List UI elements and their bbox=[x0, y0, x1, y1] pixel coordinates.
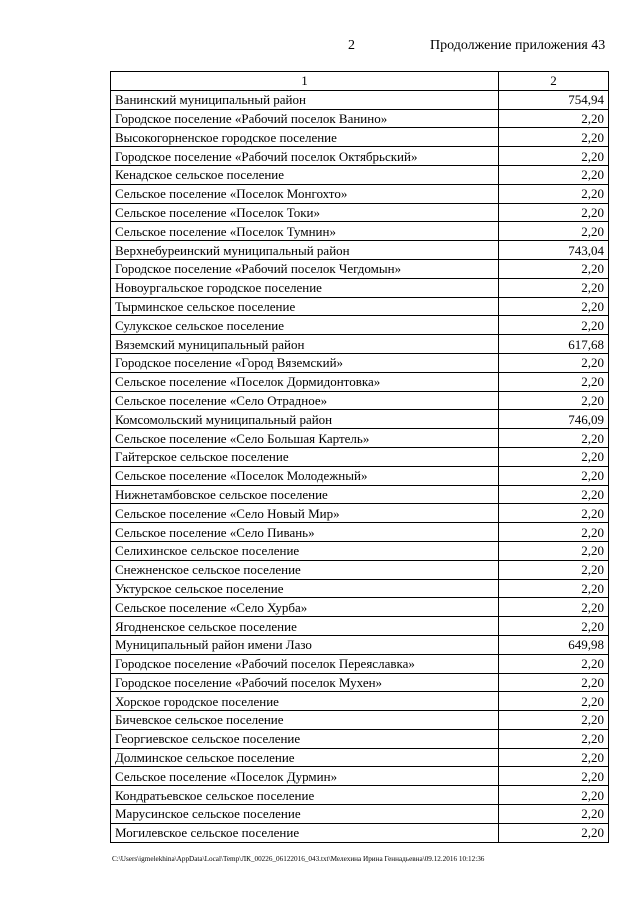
row-value: 2,20 bbox=[499, 823, 609, 842]
row-value: 746,09 bbox=[499, 410, 609, 429]
row-name: Верхнебуреинский муниципальный район bbox=[111, 241, 499, 260]
table-row bbox=[111, 729, 609, 748]
table-row bbox=[111, 447, 609, 466]
row-name: Сельское поселение «Поселок Дурмин» bbox=[111, 767, 499, 786]
table-row bbox=[111, 523, 609, 542]
row-name: Георгиевское сельское поселение bbox=[111, 729, 499, 748]
row-value: 2,20 bbox=[499, 786, 609, 805]
page-number: 2 bbox=[348, 38, 355, 53]
row-value: 2,20 bbox=[499, 805, 609, 824]
table-row bbox=[111, 128, 609, 147]
row-name: Нижнетамбовское сельское поселение bbox=[111, 485, 499, 504]
row-name: Городское поселение «Рабочий поселок Ванино» bbox=[111, 109, 499, 128]
continuation-title: Продолжение приложения 43 bbox=[430, 38, 606, 53]
row-name: Новоургальское городское поселение bbox=[111, 278, 499, 297]
table-row bbox=[111, 466, 609, 485]
table-row bbox=[111, 579, 609, 598]
row-value: 2,20 bbox=[499, 504, 609, 523]
row-value: 2,20 bbox=[499, 447, 609, 466]
row-name: Вяземский муниципальный район bbox=[111, 335, 499, 354]
table-row bbox=[111, 278, 609, 297]
table-row bbox=[111, 391, 609, 410]
table-row bbox=[111, 560, 609, 579]
row-name: Сельское поселение «Село Большая Картель» bbox=[111, 429, 499, 448]
row-name: Городское поселение «Рабочий поселок Переяславка» bbox=[111, 654, 499, 673]
row-name: Уктурское сельское поселение bbox=[111, 579, 499, 598]
table-row bbox=[111, 541, 609, 560]
table-row bbox=[111, 692, 609, 711]
row-value: 754,94 bbox=[499, 90, 609, 109]
table-row bbox=[111, 504, 609, 523]
row-name: Сельское поселение «Село Отрадное» bbox=[111, 391, 499, 410]
row-name: Селихинское сельское поселение bbox=[111, 541, 499, 560]
row-name: Долминское сельское поселение bbox=[111, 748, 499, 767]
table-row bbox=[111, 372, 609, 391]
table-row bbox=[111, 335, 609, 354]
row-name: Сельское поселение «Село Новый Мир» bbox=[111, 504, 499, 523]
row-name: Снежненское сельское поселение bbox=[111, 560, 499, 579]
row-value: 2,20 bbox=[499, 372, 609, 391]
table-header-row bbox=[111, 72, 609, 91]
row-value: 2,20 bbox=[499, 523, 609, 542]
row-name: Сельское поселение «Поселок Токи» bbox=[111, 203, 499, 222]
row-value: 2,20 bbox=[499, 711, 609, 730]
table-row bbox=[111, 673, 609, 692]
table-row bbox=[111, 654, 609, 673]
row-value: 2,20 bbox=[499, 598, 609, 617]
table-row bbox=[111, 316, 609, 335]
row-name: Ванинский муниципальный район bbox=[111, 90, 499, 109]
row-name: Городское поселение «Город Вяземский» bbox=[111, 353, 499, 372]
table-row bbox=[111, 429, 609, 448]
table-row bbox=[111, 241, 609, 260]
table-row bbox=[111, 109, 609, 128]
row-name: Сулукское сельское поселение bbox=[111, 316, 499, 335]
table-row bbox=[111, 635, 609, 654]
row-value: 2,20 bbox=[499, 767, 609, 786]
table-row bbox=[111, 410, 609, 429]
row-name: Комсомольский муниципальный район bbox=[111, 410, 499, 429]
row-name: Сельское поселение «Поселок Молодежный» bbox=[111, 466, 499, 485]
table-row bbox=[111, 598, 609, 617]
row-name: Сельское поселение «Поселок Тумнин» bbox=[111, 222, 499, 241]
row-name: Марусинское сельское поселение bbox=[111, 805, 499, 824]
row-value: 2,20 bbox=[499, 391, 609, 410]
row-name: Сельское поселение «Поселок Дормидонтовка» bbox=[111, 372, 499, 391]
row-value: 2,20 bbox=[499, 259, 609, 278]
row-name: Сельское поселение «Поселок Монгохто» bbox=[111, 184, 499, 203]
row-name: Городское поселение «Рабочий поселок Октябрьский» bbox=[111, 147, 499, 166]
file-path-footer: C:\Users\igmelekhina\AppData\Local\Temp\ЛК_00226_06122016_043.txt\Мелехина Ирина Геннадьевна\09.12.2016 10:12:36 bbox=[112, 855, 485, 863]
row-value: 2,20 bbox=[499, 560, 609, 579]
row-value: 2,20 bbox=[499, 466, 609, 485]
row-value: 2,20 bbox=[499, 297, 609, 316]
row-value: 2,20 bbox=[499, 541, 609, 560]
table-row bbox=[111, 353, 609, 372]
row-name: Хорское городское поселение bbox=[111, 692, 499, 711]
row-name: Гайтерское сельское поселение bbox=[111, 447, 499, 466]
row-value: 2,20 bbox=[499, 353, 609, 372]
row-value: 2,20 bbox=[499, 278, 609, 297]
row-name: Городское поселение «Рабочий поселок Мухен» bbox=[111, 673, 499, 692]
table-row bbox=[111, 823, 609, 842]
row-value: 2,20 bbox=[499, 748, 609, 767]
row-value: 2,20 bbox=[499, 147, 609, 166]
row-value: 2,20 bbox=[499, 128, 609, 147]
table-row bbox=[111, 184, 609, 203]
row-name: Ягодненское сельское поселение bbox=[111, 617, 499, 636]
row-value: 2,20 bbox=[499, 729, 609, 748]
table-row bbox=[111, 805, 609, 824]
table-row bbox=[111, 617, 609, 636]
row-value: 2,20 bbox=[499, 109, 609, 128]
row-name: Высокогорненское городское поселение bbox=[111, 128, 499, 147]
row-name: Могилевское сельское поселение bbox=[111, 823, 499, 842]
row-value: 649,98 bbox=[499, 635, 609, 654]
table-row bbox=[111, 767, 609, 786]
table-row bbox=[111, 748, 609, 767]
column-header-2: 2 bbox=[499, 72, 609, 91]
row-value: 2,20 bbox=[499, 184, 609, 203]
row-value: 2,20 bbox=[499, 579, 609, 598]
table-row bbox=[111, 786, 609, 805]
row-name: Городское поселение «Рабочий поселок Чегдомын» bbox=[111, 259, 499, 278]
row-name: Кенадское сельское поселение bbox=[111, 165, 499, 184]
row-value: 2,20 bbox=[499, 654, 609, 673]
row-name: Муниципальный район имени Лазо bbox=[111, 635, 499, 654]
row-value: 2,20 bbox=[499, 692, 609, 711]
table-row bbox=[111, 485, 609, 504]
row-value: 2,20 bbox=[499, 203, 609, 222]
row-value: 2,20 bbox=[499, 617, 609, 636]
row-name: Тырминское сельское поселение bbox=[111, 297, 499, 316]
row-name: Сельское поселение «Село Хурба» bbox=[111, 598, 499, 617]
row-value: 2,20 bbox=[499, 485, 609, 504]
column-header-1: 1 bbox=[111, 72, 499, 91]
table-row bbox=[111, 90, 609, 109]
row-value: 2,20 bbox=[499, 222, 609, 241]
table-row bbox=[111, 165, 609, 184]
table-row bbox=[111, 259, 609, 278]
table-row bbox=[111, 711, 609, 730]
table-body bbox=[111, 90, 609, 842]
row-value: 2,20 bbox=[499, 165, 609, 184]
allocation-table bbox=[110, 71, 609, 843]
row-name: Кондратьевское сельское поселение bbox=[111, 786, 499, 805]
row-name: Бичевское сельское поселение bbox=[111, 711, 499, 730]
row-value: 2,20 bbox=[499, 316, 609, 335]
row-name: Сельское поселение «Село Пивань» bbox=[111, 523, 499, 542]
table-row bbox=[111, 203, 609, 222]
table-row bbox=[111, 222, 609, 241]
row-value: 743,04 bbox=[499, 241, 609, 260]
table-row bbox=[111, 147, 609, 166]
row-value: 2,20 bbox=[499, 673, 609, 692]
row-value: 2,20 bbox=[499, 429, 609, 448]
row-value: 617,68 bbox=[499, 335, 609, 354]
table-row bbox=[111, 297, 609, 316]
